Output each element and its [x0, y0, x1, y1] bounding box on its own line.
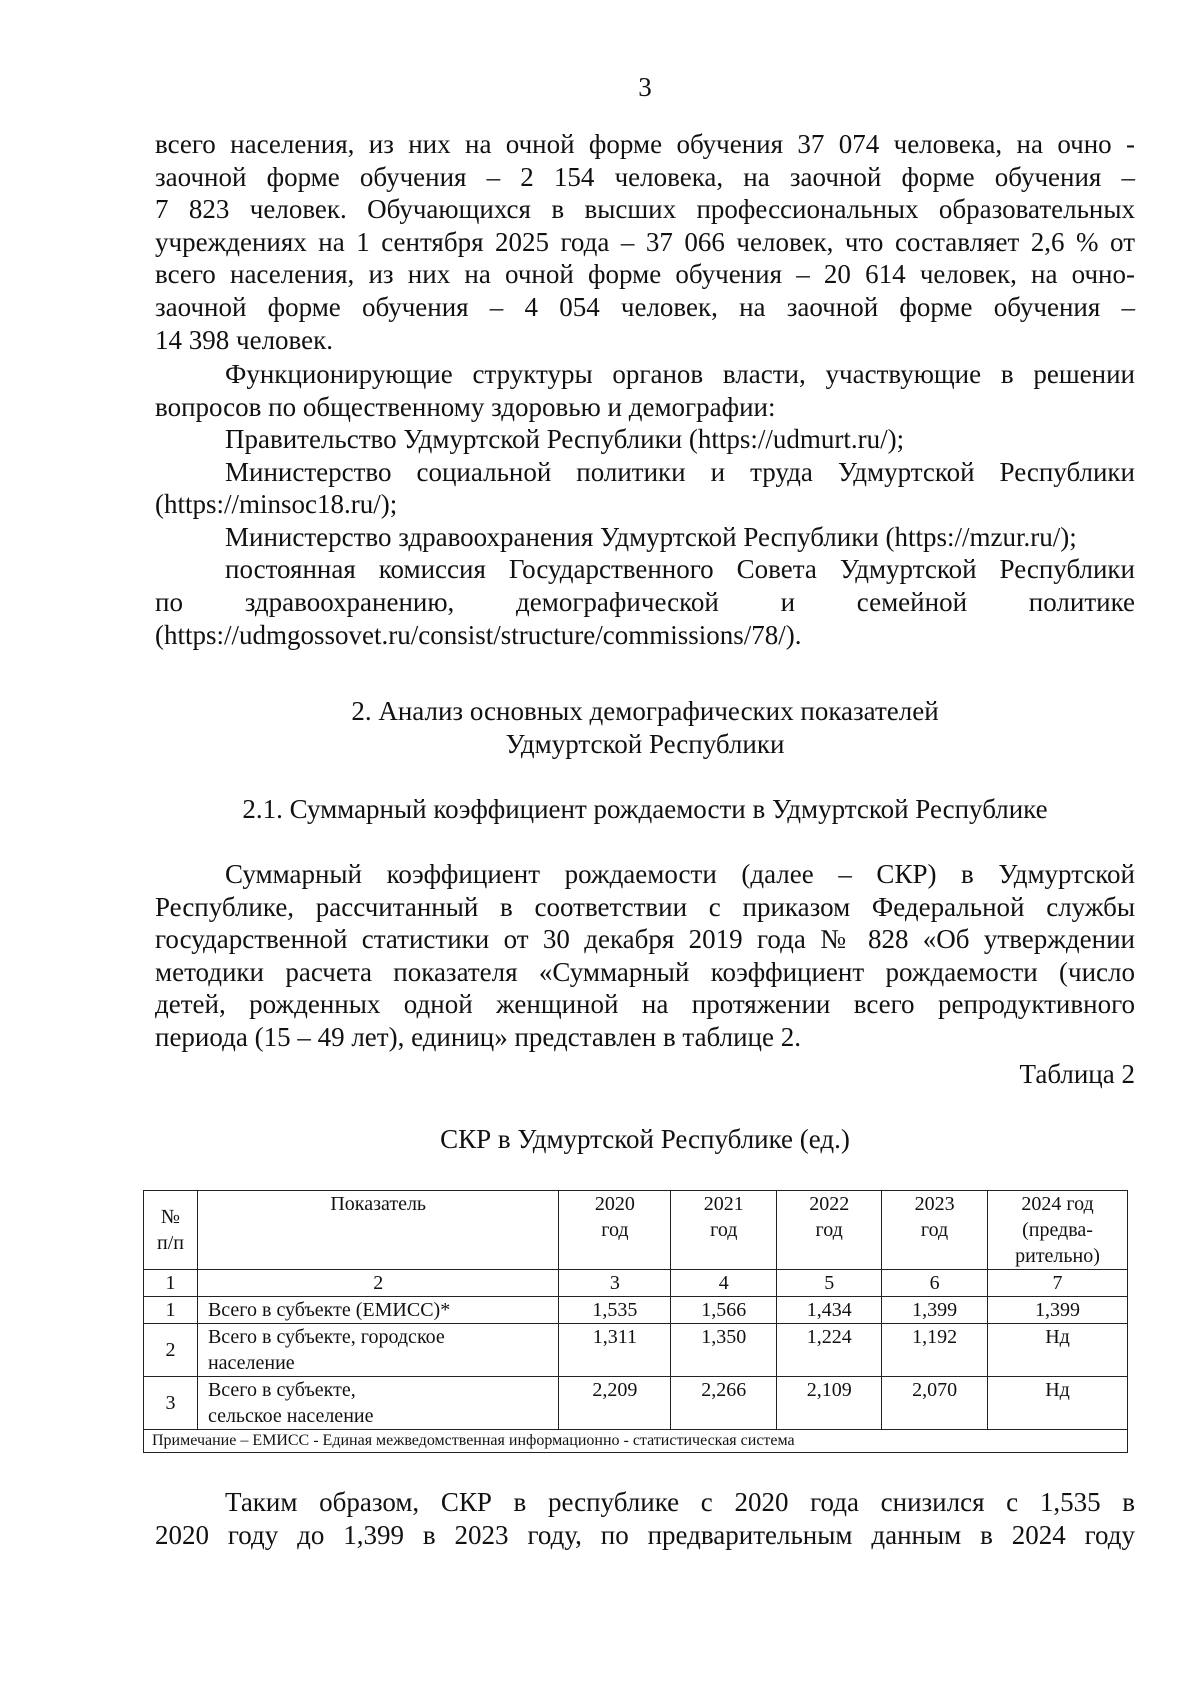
paragraph-line: периода (15 – 49 лет), единиц» представлен в таблице 2. — [155, 1021, 801, 1052]
column-header-2020 — [559, 1191, 671, 1270]
paragraph-line: вопросов по общественному здоровью и демографии: — [155, 391, 776, 422]
column-header-number — [144, 1191, 198, 1270]
row-number: 3 — [144, 1377, 198, 1430]
header-text: Показатель — [330, 1193, 427, 1215]
header-text: год — [920, 1219, 949, 1241]
cell-value: 1,535 — [559, 1297, 671, 1324]
header-text: 2023 — [914, 1193, 955, 1215]
column-number: 2 — [197, 1270, 559, 1297]
list-item-continuation: по здравоохранению, демографической и семейной политике — [155, 586, 1135, 617]
row-indicator-line: Всего в субъекте, — [207, 1379, 356, 1401]
table-header-row — [144, 1191, 1128, 1270]
row-number: 2 — [144, 1324, 198, 1377]
column-number: 3 — [559, 1270, 671, 1297]
paragraph-conclusion — [155, 1486, 1135, 1551]
cell-value: 1,350 — [671, 1324, 777, 1377]
header-text: № — [160, 1206, 181, 1228]
column-header-2022 — [777, 1191, 882, 1270]
column-number: 1 — [144, 1270, 198, 1297]
header-text: 2020 — [594, 1193, 635, 1215]
authorities-list — [155, 423, 1135, 651]
paragraph-line: 7 823 человек. Обучающихся в высших профессиональных образовательных — [155, 194, 1135, 225]
cell-value: 1,399 — [988, 1297, 1128, 1324]
page-number: 3 — [638, 72, 652, 102]
table-label: Таблица 2 — [1019, 1059, 1135, 1089]
paragraph-line: государственной статистики от 30 декабря 2019 года № 828 «Об утверждении — [155, 924, 1135, 955]
paragraph-line: детей, рожденных одной женщиной на протяжении всего репродуктивного — [155, 989, 1135, 1020]
cell-value: 1,399 — [882, 1297, 988, 1324]
paragraph-line: всего населения, из них на очной форме обучения 37 074 человека, на очно - — [155, 129, 1135, 159]
column-header-indicator — [197, 1191, 559, 1270]
row-indicator-line: население — [207, 1352, 295, 1374]
paragraph-line: методики расчета показателя «Суммарный коэффициент рождаемости (число — [155, 956, 1135, 987]
header-text: 2024 год — [1021, 1193, 1094, 1215]
column-header-2023 — [882, 1191, 988, 1270]
cell-value: 1,192 — [882, 1324, 988, 1377]
cell-value: 2,070 — [882, 1377, 988, 1430]
header-text: год — [601, 1219, 629, 1241]
cell-value: Нд — [988, 1377, 1128, 1430]
cell-value: 2,109 — [777, 1377, 882, 1430]
paragraph-authorities-intro — [155, 358, 1135, 423]
cell-value: 1,311 — [559, 1324, 671, 1377]
table-column-numbers-row — [144, 1270, 1128, 1297]
list-item: Правительство Удмуртской Республики (https://udmurt.ru/); — [225, 424, 905, 454]
row-indicator: Всего в субъекте (ЕМИСС)* — [197, 1297, 559, 1324]
header-text: 2022 — [809, 1193, 850, 1215]
column-header-2021 — [671, 1191, 777, 1270]
list-item: постоянная комиссия Государственного Совета Удмуртской Республики — [225, 554, 1135, 585]
section-heading-line: 2. Анализ основных демографических показателей — [351, 696, 939, 726]
cell-value: Нд — [988, 1324, 1128, 1377]
list-item-continuation: (https://udmgossovet.ru/consist/structure/commissions/78/). — [155, 619, 802, 650]
list-item-continuation: (https://minsoc18.ru/); — [155, 489, 398, 520]
paragraph-line: 14 398 человек. — [155, 324, 333, 355]
column-number: 7 — [988, 1270, 1128, 1297]
paragraph-line: заочной форме обучения – 4 054 человек, на заочной форме обучения – — [155, 291, 1135, 322]
table-note-row — [144, 1430, 1128, 1453]
paragraph-line: Суммарный коэффициент рождаемости (далее – СКР) в Удмуртской — [225, 859, 1135, 889]
section-heading-line: Удмуртской Республики — [505, 729, 785, 759]
header-text: год — [710, 1219, 738, 1241]
paragraph-tfr-definition — [155, 858, 1135, 1054]
row-indicator — [197, 1377, 559, 1430]
paragraph-line: Таким образом, СКР в республике с 2020 года снизился с 1,535 в — [225, 1487, 1135, 1517]
table-note: Примечание – ЕМИСС - Единая межведомственная информационно - статистическая система — [144, 1430, 1128, 1453]
table-row — [144, 1324, 1128, 1377]
table-row — [144, 1297, 1128, 1324]
column-number: 4 — [671, 1270, 777, 1297]
header-text: п/п — [156, 1232, 184, 1254]
table-row — [144, 1377, 1128, 1430]
header-text: рительно) — [1015, 1245, 1100, 1267]
tfr-table — [143, 1190, 1128, 1453]
list-item: Министерство здравоохранения Удмуртской Республики (https://mzur.ru/); — [225, 521, 1077, 552]
cell-value: 2,266 — [671, 1377, 777, 1430]
row-indicator-line: Всего в субъекте, городское — [207, 1326, 445, 1348]
header-text: 2021 — [703, 1193, 744, 1215]
cell-value: 1,434 — [777, 1297, 882, 1324]
row-indicator — [197, 1324, 559, 1377]
paragraph-line: Республике, рассчитанный в соответствии с приказом Федеральной службы — [155, 891, 1135, 922]
subsection-heading: 2.1. Суммарный коэффициент рождаемости в Удмуртской Республике — [242, 794, 1048, 824]
cell-value: 1,224 — [777, 1324, 882, 1377]
row-indicator-line: сельское население — [207, 1405, 374, 1427]
row-number: 1 — [144, 1297, 198, 1324]
column-number: 6 — [882, 1270, 988, 1297]
paragraph-line: 2020 году до 1,399 в 2023 году, по предварительным данным в 2024 году — [155, 1519, 1135, 1550]
paragraph-line: Функционирующие структуры органов власти, участвующие в решении — [225, 359, 1135, 389]
list-item: Министерство социальной политики и труда Удмуртской Республики — [225, 456, 1135, 487]
column-header-2024 — [988, 1191, 1128, 1270]
paragraph-line: заочной форме обучения – 2 154 человека, на заочной форме обучения – — [155, 161, 1135, 192]
header-text: (предва- — [1022, 1219, 1093, 1241]
paragraph-line: всего населения, из них на очной форме обучения – 20 614 человек, на очно- — [155, 259, 1135, 290]
cell-value: 1,566 — [671, 1297, 777, 1324]
paragraph-enrollment — [155, 128, 1135, 356]
column-number: 5 — [777, 1270, 882, 1297]
section-heading — [155, 695, 1135, 761]
table-title: СКР в Удмуртской Республике (ед.) — [440, 1124, 850, 1154]
cell-value: 2,209 — [559, 1377, 671, 1430]
header-text: год — [815, 1219, 843, 1241]
paragraph-line: учреждениях на 1 сентября 2025 года – 37 066 человек, что составляет 2,6 % от — [155, 226, 1135, 257]
